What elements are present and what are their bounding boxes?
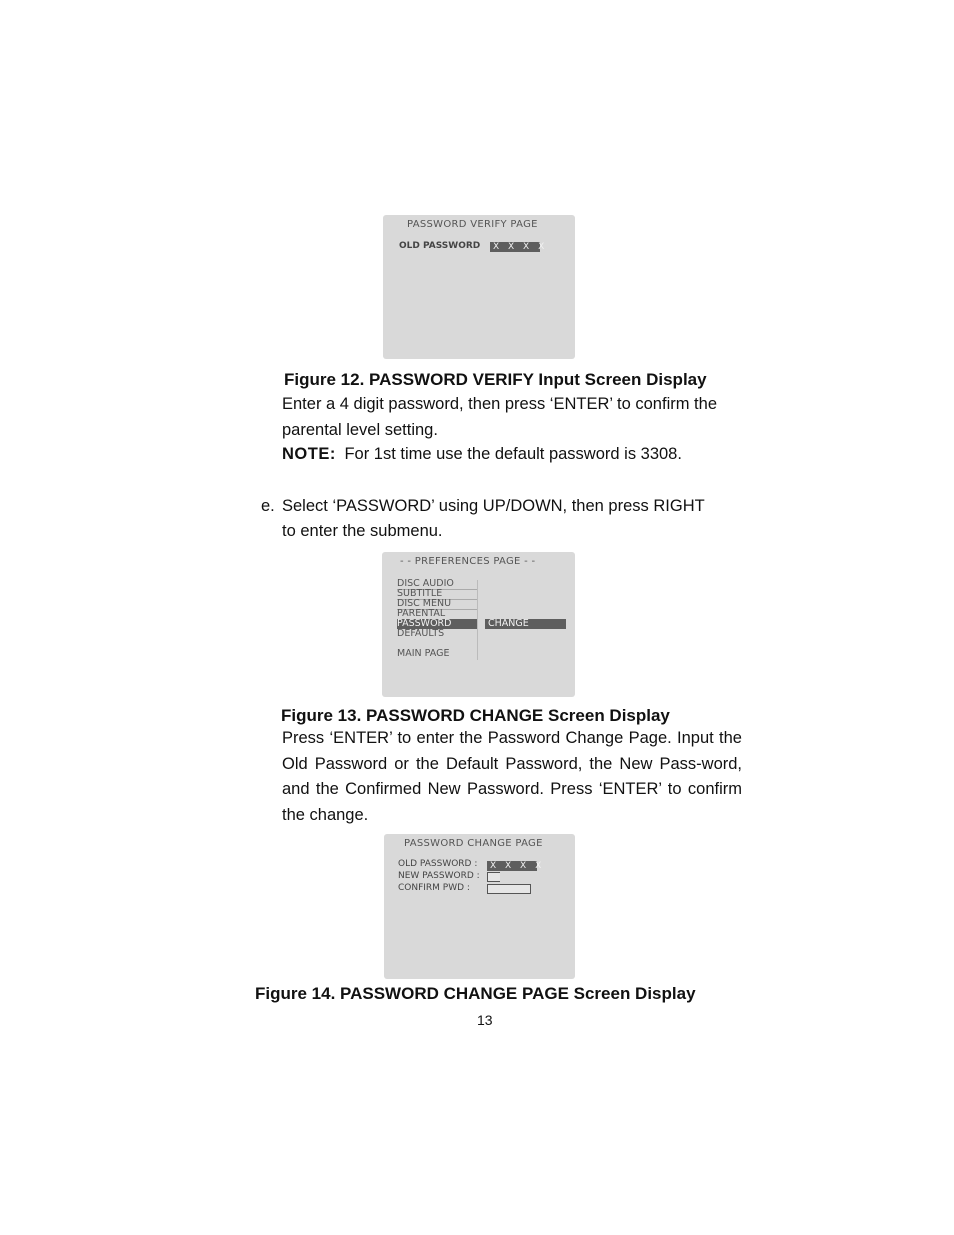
menu-item-parental[interactable]: PARENTAL — [397, 609, 477, 620]
figure-14-caption: Figure 14. PASSWORD CHANGE PAGE Screen Display — [255, 984, 696, 1003]
password-change-screen — [384, 834, 575, 979]
screen-title: PASSWORD CHANGE PAGE — [404, 838, 543, 849]
old-password-value: X X X X — [490, 242, 540, 252]
menu-item-disc-menu[interactable]: DISC MENU — [397, 599, 477, 610]
step-e-marker: e. — [261, 497, 275, 515]
new-password-field[interactable] — [487, 872, 500, 882]
note-label: NOTE: — [282, 445, 336, 463]
menu-item-subtitle[interactable]: SUBTITLE — [397, 589, 477, 600]
menu-item-password[interactable]: PASSWORD — [397, 619, 477, 629]
step-e-line2: to enter the submenu. — [282, 522, 443, 540]
old-password-value: X X X X — [487, 861, 537, 871]
menu-item-main-page[interactable]: MAIN PAGE — [397, 648, 450, 659]
change-option[interactable]: CHANGE — [485, 619, 566, 629]
old-password-label: OLD PASSWORD — [399, 241, 481, 251]
paragraph-enter-password: Enter a 4 digit password, then press ‘ENTER’ to confirm the parental level setting. — [282, 395, 717, 439]
menu-divider — [477, 580, 478, 660]
confirm-pwd-field[interactable] — [487, 884, 531, 894]
old-password-label: OLD PASSWORD : — [398, 859, 478, 869]
figure-12-caption: Figure 12. PASSWORD VERIFY Input Screen Display — [284, 370, 707, 389]
screen-title: PASSWORD VERIFY PAGE — [407, 219, 538, 230]
step-e-line1: Select ‘PASSWORD’ using UP/DOWN, then press RIGHT — [282, 497, 705, 515]
confirm-pwd-label: CONFIRM PWD : — [398, 883, 470, 893]
preferences-screen — [382, 552, 575, 697]
menu-item-defaults[interactable]: DEFAULTS — [397, 628, 445, 639]
figure-13-caption: Figure 13. PASSWORD CHANGE Screen Display — [281, 706, 670, 725]
page-number: 13 — [477, 1012, 493, 1028]
paragraph-password-change: Press ‘ENTER’ to enter the Password Change Page. Input the Old Password or the Default Password, the New Pass-word, and the Confirmed New Password. Press ‘ENTER’ to confirm the change. — [282, 729, 742, 824]
password-verify-screen — [383, 215, 575, 359]
note-text: For 1st time use the default password is 3308. — [344, 445, 682, 463]
menu-item-disc-audio[interactable]: DISC AUDIO — [397, 579, 477, 590]
screen-title: - - PREFERENCES PAGE - - — [400, 556, 536, 567]
note — [282, 442, 752, 468]
new-password-label: NEW PASSWORD : — [398, 871, 480, 881]
